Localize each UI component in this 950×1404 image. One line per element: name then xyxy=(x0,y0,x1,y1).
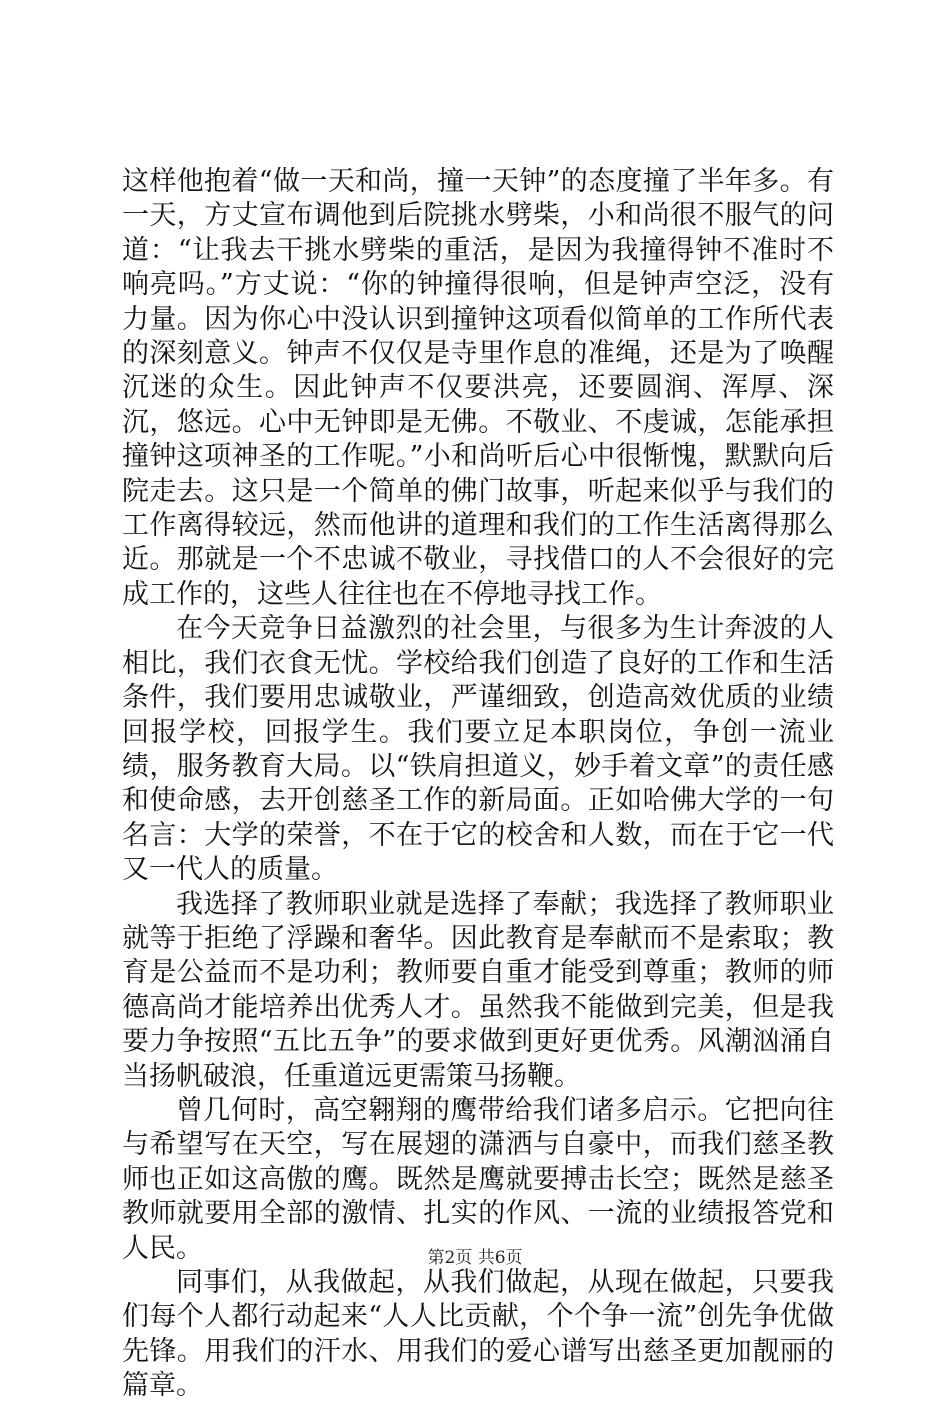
document-body xyxy=(122,165,834,1404)
paragraph-1: 这样他抱着“做一天和尚，撞一天钟”的态度撞了半年多。有一天，方丈宣布调他到后院挑水劈柴，小和尚很不服气的问道：“让我去干挑水劈柴的重活，是因为我撞得钟不准时不响亮吗。”方丈说：“你的钟撞得很响，但是钟声空泛，没有力量。因为你心中没认识到撞钟这项看似简单的工作所代表的深刻意义。钟声不仅仅是寺里作息的准绳，还是为了唤醒沉迷的众生。因此钟声不仅要洪亮，还要圆润、浑厚、深沉，悠远。心中无钟即是无佛。不敬业、不虔诚，怎能承担撞钟这项神圣的工作呢。”小和尚听后心中很惭愧，默默向后院走去。这只是一个简单的佛门故事，听起来似乎与我们的工作离得较远，然而他讲的道理和我们的工作生活离得那么近。那就是一个不忠诚不敬业，寻找借口的人不会很好的完成工作的，这些人往往也在不停地寻找工作。 xyxy=(122,166,834,610)
page-number-footer: 第2页 共6页 xyxy=(427,1248,523,1268)
paragraph-4: 曾几何时，高空翱翔的鹰带给我们诸多启示。它把向往与希望写在天空，写在展翅的潇洒与自豪中，而我们慈圣教师也正如这高傲的鹰。既然是鹰就要搏击长空；既然是慈圣教师就要用全部的激情、扎实的作风、一流的业绩报答党和人民。 xyxy=(122,1094,834,1264)
paragraph-5: 同事们，从我做起，从我们做起，从现在做起，只要我们每个人都行动起来“人人比贡献，个个争一流”创先争优做先锋。用我们的汗水、用我们的爱心谱写出慈圣更加靓丽的篇章。 xyxy=(122,1267,834,1402)
paragraph-2: 在今天竞争日益激烈的社会里，与很多为生计奔波的人相比，我们衣食无忧。学校给我们创造了良好的工作和生活条件，我们要用忠诚敬业，严谨细致，创造高效优质的业绩回报学校，回报学生。我们要立足本职岗位，争创一流业绩，服务教育大局。以“铁肩担道义，妙手着文章”的责任感和使命感，去开创慈圣工作的新局面。正如哈佛大学的一句名言：大学的荣誉，不在于它的校舍和人数，而在于它一代又一代人的质量。 xyxy=(122,613,834,886)
paragraph-3: 我选择了教师职业就是选择了奉献；我选择了教师职业就等于拒绝了浮躁和奢华。因此教育是奉献而不是索取；教育是公益而不是功利；教师要自重才能受到尊重；教师的师德高尚才能培养出优秀人才。虽然我不能做到完美，但是我要力争按照“五比五争”的要求做到更好更优秀。风潮汹涌自当扬帆破浪，任重道远更需策马扬鞭。 xyxy=(122,888,834,1092)
